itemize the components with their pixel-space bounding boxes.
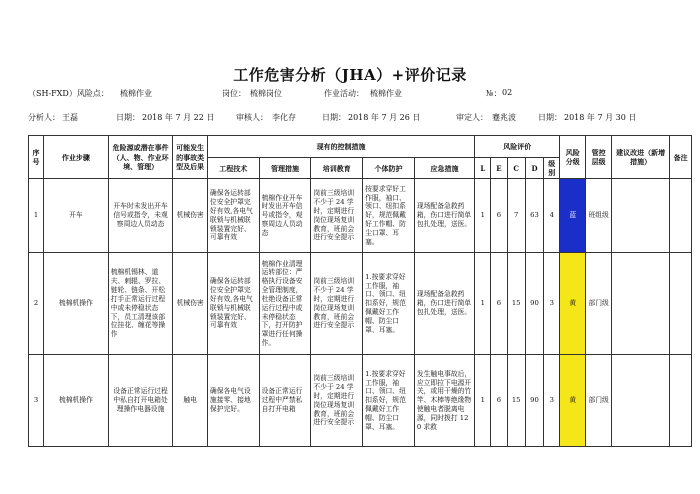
cell-step: 梳棉机操作 [44, 253, 109, 355]
cell-consequence: 机械伤害 [173, 179, 207, 253]
approver-label: 审定人： [456, 113, 488, 122]
cell-mgmt: 梳棉作业清理运转部位：严格执行设备安全管理制度，杜绝设备正常运行过程中或未停稳状态下，打开防护罩进行任何操作。 [259, 253, 311, 355]
cell-remark [670, 355, 692, 447]
cell-step: 开车 [44, 179, 109, 253]
cell-D: 90 [525, 355, 543, 447]
cell-risk-level: 黄 [560, 253, 586, 355]
cell-ppe: 按要求穿好工作服，袖口、领口、纽扣系好，规范佩戴好工作帽、防尘口罩、耳塞。 [363, 179, 415, 253]
header-training: 培训教育 [311, 158, 363, 179]
cell-remark [670, 253, 692, 355]
cell-L: 1 [475, 179, 491, 253]
cell-risk-level: 蓝 [560, 179, 586, 253]
risk-point-label: （SH-FXD）风险点： [28, 89, 109, 98]
header-hazard: 危险源或潜在事件（人、物、作业环境、管理） [108, 136, 173, 179]
reviewer-value: 李化存 [272, 113, 296, 122]
cell-consequence: 机械伤害 [173, 253, 207, 355]
header-mgmt: 管理措施 [259, 158, 311, 179]
cell-step: 梳棉机操作 [44, 355, 109, 447]
cell-risk-level: 黄 [560, 355, 586, 447]
header-controls: 现有的控制措施 [207, 136, 474, 158]
number-label: №： [486, 89, 502, 98]
cell-seq: 3 [29, 355, 44, 447]
activity-value: 梳棉作业 [370, 89, 402, 98]
cell-E: 6 [491, 179, 507, 253]
jha-table [28, 135, 692, 447]
table-row [29, 179, 692, 253]
date1-value: 2018 年 7 月 22 日 [142, 113, 215, 122]
cell-suggest [612, 179, 670, 253]
cell-hazard: 开车时未发出开车信号或指令，未观察周边人员动态 [108, 179, 173, 253]
page-title: 工作危害分析（JHA）+评价记录 [233, 66, 467, 84]
header-ppe: 个体防护 [363, 158, 415, 179]
cell-training: 岗前三级培训不少于 24 学时，定期进行岗位现场复训教育，班前会进行安全提示 [311, 179, 363, 253]
header-seq: 序号 [29, 136, 44, 179]
cell-training: 岗前三级培训不少于 24 学时，定期进行岗位现场复训教育，班前会进行安全提示 [311, 253, 363, 355]
cell-C: 15 [507, 253, 525, 355]
cell-remark [670, 179, 692, 253]
risk-point-value: 梳棉作业 [120, 89, 152, 98]
cell-eng: 确保各运转部位安全护罩完好有效,各电气联锁与机械联锁装置完好、可靠有效 [207, 179, 259, 253]
date3-label: 日期： [538, 113, 562, 122]
header-grade: 级别 [544, 158, 560, 179]
header-step: 作业步骤 [44, 136, 109, 179]
cell-eng: 确保各运转部位安全护罩完好有效,各电气联锁与机械联锁装置完好、可靠有效 [207, 253, 259, 355]
cell-control-level: 部门级 [586, 355, 612, 447]
activity-label: 作业活动： [324, 89, 364, 98]
header-risk-eval: 风险评价 [475, 136, 560, 158]
cell-ppe: 1.按要求穿好工作服，袖口、领口、纽扣系好，规范佩戴好工作帽、防尘口罩、耳塞。 [363, 355, 415, 447]
header-emergency: 应急措施 [414, 158, 474, 179]
table-row [29, 253, 692, 355]
cell-emergency: 现场配备急救药箱，伤口进行简单包扎处理，送医。 [414, 253, 474, 355]
header-remark: 备注 [670, 136, 692, 179]
post-value: 梳棉岗位 [250, 89, 282, 98]
cell-ppe: 1.按要求穿好工作服，袖口、领口、纽扣系好，规范佩戴好工作帽、防尘口罩、耳塞。 [363, 253, 415, 355]
header-C: C [507, 158, 525, 179]
header-risk-level: 风险分级 [560, 136, 586, 179]
date2-value: 2018 年 7 月 26 日 [348, 113, 421, 122]
date2-label: 日期： [322, 113, 346, 122]
cell-seq: 1 [29, 179, 44, 253]
header-D: D [525, 158, 543, 179]
cell-control-level: 班组级 [586, 179, 612, 253]
cell-grade: 3 [544, 355, 560, 447]
cell-hazard: 梳棉机锡林、道夫、刺辊、罗拉、链轮、链条、开松打手正常运行过程中或未停稳状态下，员工清理该部位挂花、缠花等操作 [108, 253, 173, 355]
cell-E: 6 [491, 253, 507, 355]
cell-mgmt: 梳棉作业开车时发出开车信号或指令，观察周边人员动态 [259, 179, 311, 253]
cell-D: 90 [525, 253, 543, 355]
header-eng: 工程技术 [207, 158, 259, 179]
cell-suggest [612, 253, 670, 355]
cell-L: 1 [475, 253, 491, 355]
analyst-label: 分析人： [28, 113, 60, 122]
cell-training: 岗前三级培训不少于 24 学时，定期进行岗位现场复训教育，班前会进行安全提示 [311, 355, 363, 447]
cell-hazard: 设备正常运行过程中私自打开电箱处理操作电器设施 [108, 355, 173, 447]
cell-D: 63 [525, 179, 543, 253]
post-label: 岗位： [222, 89, 246, 98]
header-E: E [491, 158, 507, 179]
cell-grade: 4 [544, 179, 560, 253]
table-row [29, 355, 692, 447]
approver-value: 蹇兆波 [492, 113, 516, 122]
date1-label: 日期： [116, 113, 140, 122]
cell-grade: 3 [544, 253, 560, 355]
cell-emergency: 发生触电事故后，应立即拉下电源开关，或用干燥的竹竿、木棒等绝缘物使触电者脱离电源，同时拨打 120 求救 [414, 355, 474, 447]
cell-seq: 2 [29, 253, 44, 355]
header-control-level: 管控层级 [586, 136, 612, 179]
cell-L: 1 [475, 355, 491, 447]
reviewer-label: 审核人： [236, 113, 268, 122]
cell-mgmt: 设备正常运行过程中严禁私自打开电箱 [259, 355, 311, 447]
cell-E: 6 [491, 355, 507, 447]
analyst-value: 王磊 [62, 113, 78, 122]
number-value: 02 [502, 88, 513, 97]
cell-C: 7 [507, 179, 525, 253]
cell-control-level: 部门级 [586, 253, 612, 355]
cell-emergency: 现场配备急救药箱，伤口进行简单包扎处理，送医。 [414, 179, 474, 253]
header-consequence: 可能发生的事故类型及后果 [173, 136, 207, 179]
cell-suggest [612, 355, 670, 447]
cell-eng: 确保各电气设施接零、接地保护完好。 [207, 355, 259, 447]
header-suggest: 建议改进（新增措施） [612, 136, 670, 179]
cell-C: 15 [507, 355, 525, 447]
header-L: L [475, 158, 491, 179]
cell-consequence: 触电 [173, 355, 207, 447]
date3-value: 2018 年 7 月 30 日 [564, 113, 637, 122]
